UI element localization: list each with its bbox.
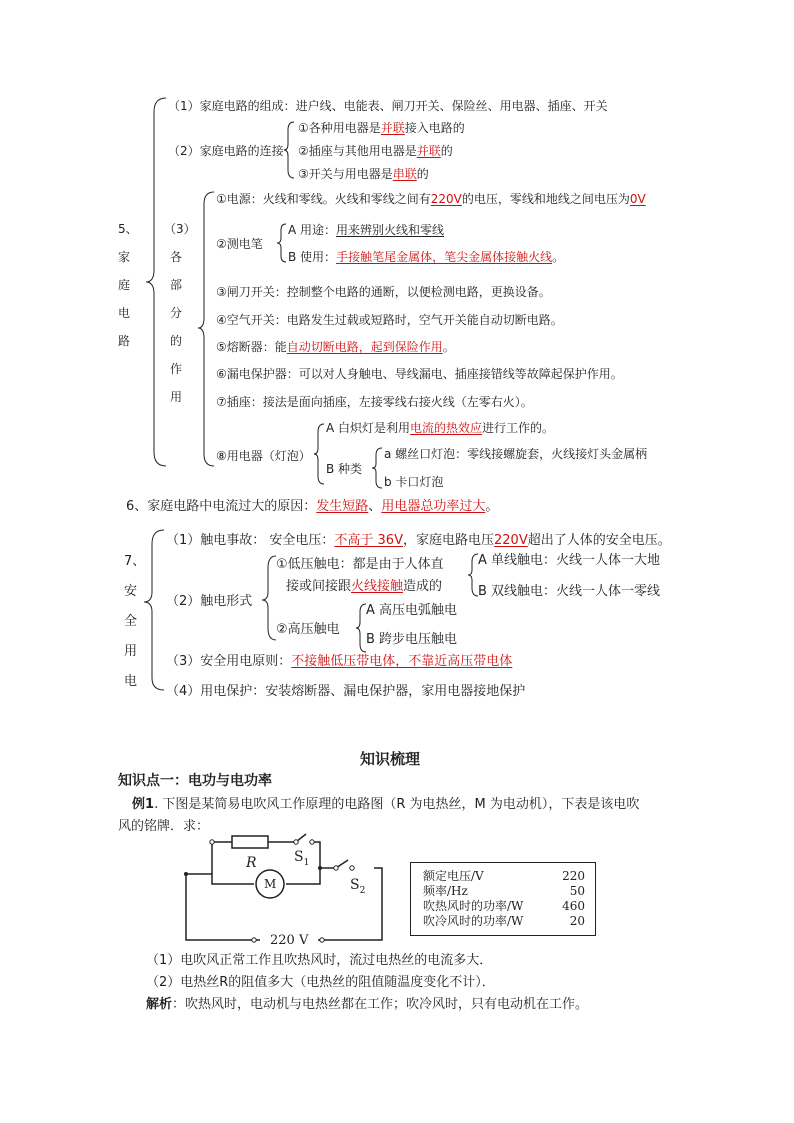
switch-s1-symbol [268, 834, 306, 842]
answer: 不高于 36V [334, 533, 403, 548]
text: ③开关与用电器是 [298, 167, 393, 181]
section5-char: 家 [118, 250, 131, 264]
answer: 串联 [392, 167, 417, 181]
part-air-switch: ④空气开关：电路发生过载或短路时，空气开关能自动切断电路。 [216, 313, 563, 327]
text: 造成的 [403, 579, 443, 594]
switch-terminal [350, 866, 354, 870]
spec-value: 50 [569, 884, 585, 898]
switch-terminal [310, 840, 314, 844]
section5-number: 5、 [118, 222, 138, 236]
switch-s2-label [350, 878, 365, 896]
text: 接入电路的 [404, 121, 465, 135]
example-label: 例 [132, 797, 146, 812]
high-voltage-a: A 高压电弧触电 [366, 603, 458, 618]
text: （3）安全用电原则： [166, 654, 292, 669]
text: ②插座与其他用电器是 [298, 144, 417, 158]
text: 接或间接跟 [286, 579, 352, 594]
spec-key: 吹冷风时的功率/W [423, 914, 524, 928]
text: ，家庭电路电压 [402, 533, 494, 548]
analysis-line [146, 998, 588, 1011]
appliance-type-b: b 卡口灯泡 [384, 475, 444, 489]
nameplate-grid [421, 869, 587, 929]
analysis-label: 解析 [146, 997, 173, 1012]
parts-char: 部 [170, 278, 183, 292]
text: A 用途： [288, 223, 337, 237]
text: A 白炽灯是利用 [326, 421, 411, 435]
answer: 火线接触 [351, 579, 404, 594]
line-7-2: （2）触电形式 [166, 594, 253, 609]
subscript: 2 [359, 885, 366, 896]
section7-number: 7、 [124, 554, 146, 569]
question-2: （2）电热丝R的阻值多大（电热丝的阻值随温度变化不计）． [146, 975, 495, 990]
section5-char: 电 [118, 306, 131, 320]
terminal-dot [252, 938, 256, 942]
text: ①各种用电器是 [298, 121, 381, 135]
low-voltage-a: A 单线触电：火线一人体一大地 [478, 553, 661, 568]
text: 的 [440, 144, 453, 158]
answer: 用电器总功率过大 [381, 499, 486, 514]
spec-value: 460 [562, 899, 585, 913]
test-pen-usage: B 使用：手接触笔尾金属体，笔尖金属体接触火线。 [288, 250, 565, 264]
part-knife-switch: ③闸刀开关：控制整个电路的通断，以便检测电路，更换设备。 [216, 285, 551, 299]
text: 6、家庭电路中电流过大的原因： [126, 499, 317, 514]
spec-key: 额定电压/V [423, 869, 484, 883]
text: 的电压，零线和地线之间电压为 [461, 192, 630, 206]
spec-key: 吹热风时的功率/W [423, 899, 524, 913]
text: 。 [485, 499, 499, 514]
low-voltage-b: B 双线触电：火线一人体一零线 [478, 584, 661, 599]
answer: 220V [430, 192, 462, 206]
subscript: 1 [303, 857, 310, 868]
circuit-wire [312, 842, 320, 868]
parts-char: 的 [170, 334, 183, 348]
section7-char: 电 [124, 674, 138, 689]
switch-terminal [334, 866, 338, 870]
answer: 发生短路 [316, 499, 369, 514]
answer: 并联 [380, 121, 405, 135]
table-row [421, 869, 587, 884]
section5-char: 庭 [118, 278, 131, 292]
text: . 下图是某简易电吹风工作原理的电路图（R 为电热丝，M 为电动机），下表是该电吹 [154, 797, 640, 812]
spec-key: 频率/Hz [423, 884, 468, 898]
high-voltage-b: B 跨步电压触电 [366, 632, 458, 647]
answer: 用来辨别火线和零线 [336, 223, 445, 237]
low-voltage-1: ①低压触电：都是由于人体直 [276, 557, 444, 572]
parts-number: （3） [164, 222, 196, 236]
appliance-b: B 种类 [326, 462, 363, 476]
spec-value: 20 [569, 914, 585, 928]
part-socket: ⑦插座：接法是面向插座，左接零线右接火线（左零右火）。 [216, 395, 533, 409]
answer: 手接触笔尾金属体，笔尖金属体接触火线 [336, 250, 553, 264]
resistor-label: R [246, 855, 257, 871]
text: 超出了人体的安全电压。 [527, 533, 671, 548]
text: 进行工作的。 [482, 421, 555, 435]
section7-char: 用 [124, 644, 138, 659]
voltage-label: 220 V [270, 933, 309, 948]
line-5-1: （1）家庭电路的组成：进户线、电能表、闸刀开关、保险丝、用电器、插座、开关 [168, 99, 608, 113]
line-7-4: （4）用电保护：安装熔断器、漏电保护器，家用电器接地保护 [166, 684, 526, 699]
question-1: （1）电吹风正常工作且吹热风时，流过电热丝的电流多大． [146, 953, 493, 968]
text: 。 [442, 340, 455, 354]
part-test-pen: ②测电笔 [216, 237, 263, 251]
text: B 使用： [288, 250, 337, 264]
parts-char: 各 [170, 250, 183, 264]
table-row [421, 914, 587, 929]
nameplate-table [410, 862, 596, 936]
junction-dot [184, 872, 188, 876]
part-appliance: ⑧用电器（灯泡） [216, 449, 311, 463]
text: ：吹热风时，电动机与电热丝都在工作；吹冷风时，只有电动机在工作。 [172, 997, 589, 1012]
high-voltage: ②高压触电 [276, 622, 340, 637]
section7-char: 安 [124, 584, 138, 599]
appliance-type-a: a 螺丝口灯泡：零线接螺旋套，火线接灯头金属柄 [384, 447, 648, 461]
answer: 电流的热效应 [410, 421, 483, 435]
switch-s1-label [294, 850, 309, 868]
answer: 0V [629, 192, 646, 206]
junction-dot [318, 866, 322, 870]
spec-value: 220 [562, 869, 585, 883]
answer: 自动切断电路，起到保险作用 [286, 340, 443, 354]
resistor-symbol [232, 836, 268, 848]
parts-char: 用 [170, 390, 183, 404]
example-number: 1 [145, 797, 155, 812]
junction-dot [210, 840, 214, 844]
answer: 并联 [416, 144, 441, 158]
part-leakage-protector: ⑥漏电保护器：可以对人身触电、导线漏电、插座接错线等故障起保护作用。 [216, 367, 623, 381]
parts-char: 分 [170, 306, 183, 320]
line-5-2: （2）家庭电路的连接 [168, 144, 284, 158]
section5-char: 路 [118, 334, 131, 348]
switch-terminal [294, 840, 298, 844]
text: （1）触电事故： 安全电压： [166, 533, 335, 548]
text: 、 [368, 499, 382, 514]
section7-char: 全 [124, 614, 138, 629]
circuit-wire [286, 868, 336, 884]
text: S [294, 849, 304, 865]
table-row [421, 884, 587, 899]
text: ①电源：火线和零线。火线和零线之间有 [216, 192, 431, 206]
answer: 220V [494, 533, 528, 548]
section-title: 知识梳理 [360, 750, 421, 768]
text: 的 [416, 167, 429, 181]
table-row [421, 899, 587, 914]
text: S [350, 877, 360, 893]
circuit-wire [186, 874, 254, 884]
text: ⑤熔断器：能 [216, 340, 287, 354]
answer: 不接触低压带电体，不靠近高压带电体 [291, 654, 513, 669]
knowledge-point-heading: 知识点一：电功与电功率 [118, 773, 272, 789]
terminal-dot [320, 938, 324, 942]
motor-label: M [264, 877, 277, 891]
example-line-2: 风的铭牌．求： [118, 819, 210, 834]
parts-char: 作 [170, 362, 183, 376]
